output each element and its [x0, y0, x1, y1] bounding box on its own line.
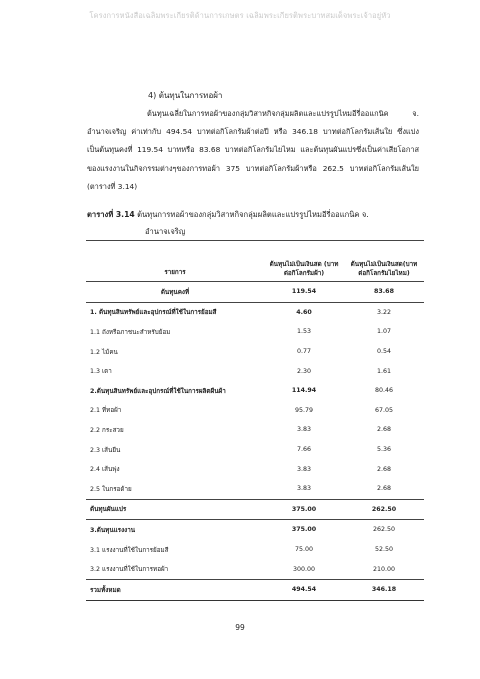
row-v2: 210.00: [344, 559, 424, 579]
table-row: [86, 322, 424, 342]
table-row: [86, 361, 424, 381]
row-item: 1.3 เตา: [90, 368, 112, 376]
row-item: 1. ต้นทุนสินทรัพย์และอุปกรณ์ที่ใช้ในการย้อมสี: [90, 309, 217, 317]
row-v1: 3.83: [296, 465, 312, 473]
row-item: 2.3 เส้นยืน: [90, 446, 121, 454]
row-v2: 0.54: [376, 348, 392, 356]
row-v2: 2.68: [376, 465, 392, 473]
table-caption: [87, 206, 422, 240]
row-item: รวมทั้งหมด: [86, 579, 264, 600]
row-v1: 3.83: [296, 426, 312, 434]
table-row: [86, 302, 424, 322]
row-v2: 346.18: [344, 579, 424, 600]
table-row: [86, 381, 424, 401]
row-v2: 67.05: [374, 406, 394, 414]
body-paragraph: [87, 105, 419, 196]
row-v1: 1.53: [296, 328, 312, 336]
table-row: [86, 420, 424, 440]
page-number: 99: [235, 623, 245, 632]
section-heading: 4) ต้นทุนในการทอผ้า: [148, 91, 223, 100]
table-caption-text: ต้นทุนการทอผ้าของกลุ่มวิสาหกิจกลุ่มผลิตและแปรรูปไหมอีรี่ออแกนิค จ.: [137, 210, 369, 219]
row-v1: 7.66: [296, 446, 312, 454]
row-v1: 114.94: [291, 387, 317, 395]
row-v1: 119.54: [264, 282, 344, 303]
row-v2: 2.68: [376, 426, 392, 434]
table-row: [86, 559, 424, 579]
running-header: โครงการหนังสือเฉลิมพระเกียรติด้านการเกษตร เฉลิมพระเกียรติพระบาทสมเด็จพระเจ้าอยู่หัว: [89, 11, 391, 20]
row-item: ต้นทุนคงที่: [86, 282, 264, 303]
row-item: 1.1 ถังหรือภาชนะสำหรับย้อม: [90, 328, 171, 336]
row-item: 1.2 ไม้คน: [90, 348, 118, 356]
table-row: [86, 540, 424, 560]
row-v2: 1.61: [376, 367, 392, 375]
cost-table: [86, 240, 424, 601]
row-v1: 4.60: [296, 308, 312, 316]
row-v1: 494.54: [264, 579, 344, 600]
row-v2: 52.50: [374, 546, 394, 554]
row-v1: 95.79: [294, 406, 314, 414]
row-v2: 83.68: [344, 282, 424, 303]
table-row: [86, 282, 424, 303]
row-item: 3.ต้นทุนแรงงาน: [90, 526, 136, 534]
row-item: ต้นทุนผันแปร: [86, 499, 264, 520]
table-caption-label: ตารางที่ 3.14: [87, 210, 135, 219]
header-col2: ต้นทุนไม่เป็นเงินสด(บาทต่อกิโลกรัมไยไหม): [344, 241, 424, 282]
row-v1: 375.00: [291, 526, 317, 534]
row-item: 2.2 กระสวย: [90, 426, 124, 434]
row-v1: 0.77: [296, 348, 312, 356]
header-item: รายการ: [86, 241, 264, 282]
table-row: [86, 479, 424, 499]
row-v2: 80.46: [374, 387, 394, 395]
header-col1: ต้นทุนไม่เป็นเงินสด (บาทต่อกิโลกรัมผ้า): [264, 241, 344, 282]
table-row: [86, 401, 424, 421]
table-row: [86, 520, 424, 540]
table-row: [86, 459, 424, 479]
row-v2: 2.68: [344, 479, 424, 499]
row-item: 2.1 ที่ทอผ้า: [90, 407, 122, 415]
table-row: [86, 440, 424, 460]
row-item: 3.1 แรงงานที่ใช้ในการย้อมสี: [90, 546, 169, 554]
row-item: 2.4 เส้นพุ่ง: [90, 466, 120, 474]
row-v1: 75.00: [294, 546, 314, 554]
row-v2: 3.22: [376, 308, 392, 316]
row-v2: 5.36: [376, 446, 392, 454]
row-item: 2.5 ในกรอด้าย: [86, 479, 264, 499]
row-v2: 1.07: [376, 328, 392, 336]
row-v2: 262.50: [372, 526, 396, 534]
row-v1: 3.83: [264, 479, 344, 499]
row-v1: 2.30: [296, 367, 312, 375]
table-caption-continuation: อำนาจเจริญ: [145, 227, 186, 236]
row-item: 3.2 แรงงานที่ใช้ในการทอผ้า: [86, 559, 264, 579]
row-item: 2.ต้นทุนสินทรัพย์และอุปกรณ์ที่ใช้ในการผลิตผืนผ้า: [90, 387, 226, 395]
table-row: [86, 342, 424, 362]
paragraph-text: ต้นทุนเฉลี่ยในการทอผ้าของกลุ่มวิสาหกิจกลุ่มผลิตและแปรรูปไหมอีรี่ออแกนิค จ. อำนาจเจริญ ค่าเท่ากับ 494.54 บาทต่อกิโลกรัมผ้าต่อปี หรือ 346.18 บาทต่อกิโลกรัมเส้นใย ซึ่งแบ่งเป็นต้นทุนคงที่ 119.54 บาทหรือ 83.68 บาทต่อกิโลกรัมไยไหม และต้นทุนผันแปรซึ่งเป็นค่าเสียโอกาสของแรงงานในกิจกรรมต่างๆของการทอผ้า 375 บาทต่อกิโลกรัมผ้าหรือ 262.5 บาทต่อกิโลกรัมเส้นใย (ตารางที่ 3.14): [87, 109, 419, 191]
table-row-total: [86, 579, 424, 600]
row-v2: 262.50: [344, 499, 424, 520]
table-row: [86, 499, 424, 520]
row-v1: 300.00: [264, 559, 344, 579]
row-v1: 375.00: [264, 499, 344, 520]
